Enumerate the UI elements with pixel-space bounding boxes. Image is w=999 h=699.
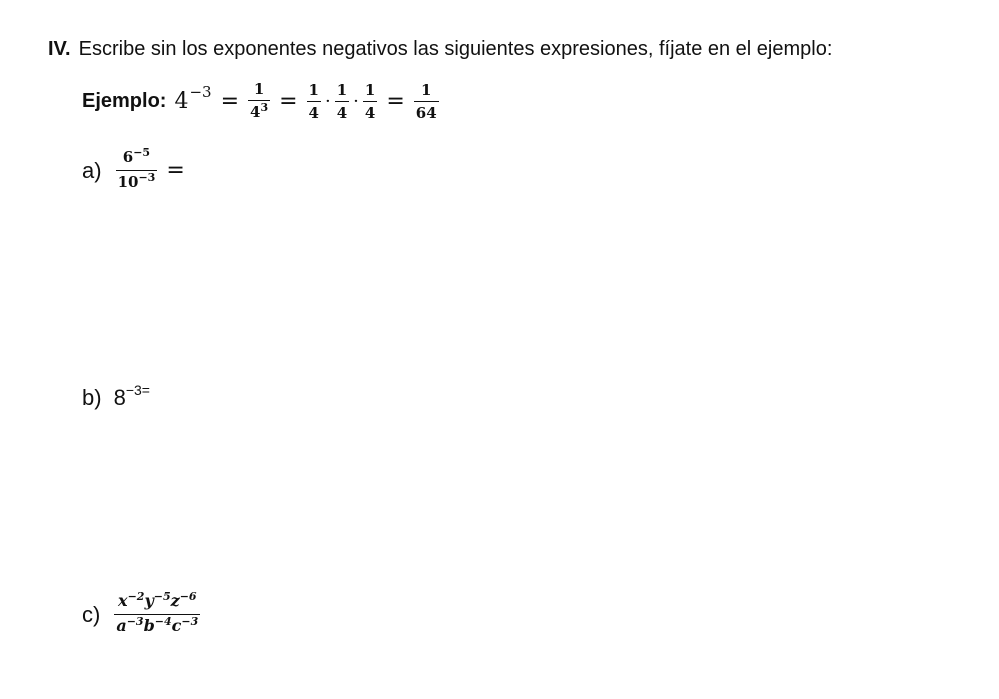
example-base: 4 xyxy=(174,89,189,114)
equals-sign: = xyxy=(386,89,405,114)
fraction-one-fourth: $\frac{1}{4}$ xyxy=(336,81,348,122)
multiply-dot: · xyxy=(324,91,331,112)
fraction-a: $\frac{6^{-5}}{10^{-3}}$ xyxy=(117,146,156,191)
exercise-heading xyxy=(48,38,832,61)
item-c-row xyxy=(82,592,200,637)
item-b-row xyxy=(82,382,150,411)
item-c-expression xyxy=(114,592,200,637)
multiply-dot: · xyxy=(353,91,359,112)
item-b-label: b) xyxy=(82,385,102,410)
equals-sign: = xyxy=(166,158,185,183)
item-a-expression xyxy=(116,148,194,193)
example-label: Ejemplo: xyxy=(82,90,167,112)
fraction-c: $\frac{x^{-2}y^{-5}z^{-6}}{a^{-3}b^{-4}c^{-3}}$ xyxy=(116,590,199,635)
exercise-number: IV. xyxy=(48,38,71,60)
fraction-one-over-four-cubed: $\frac{1}{4^3}$ xyxy=(250,80,269,121)
fraction-one-fourth: $\frac{1}{4}$ xyxy=(364,81,376,122)
equals-sign: = xyxy=(279,89,298,114)
example-exponent: −3 xyxy=(189,82,212,101)
example-row xyxy=(82,80,439,123)
item-c-label: c) xyxy=(82,601,101,627)
item-a-row xyxy=(82,148,194,193)
item-a-label: a) xyxy=(82,157,102,183)
fraction-one-fourth: $\frac{1}{4}$ xyxy=(308,81,319,122)
fraction-result: $\frac{1}{64}$ xyxy=(415,81,437,122)
exercise-instruction: Escribe sin los exponentes negativos las siguientes expresiones, fíjate en el ejemplo: xyxy=(78,38,833,60)
equals-sign: = xyxy=(220,89,240,114)
example-expression xyxy=(174,80,438,123)
item-b-expression: $8^{-3=}$ xyxy=(113,382,150,410)
